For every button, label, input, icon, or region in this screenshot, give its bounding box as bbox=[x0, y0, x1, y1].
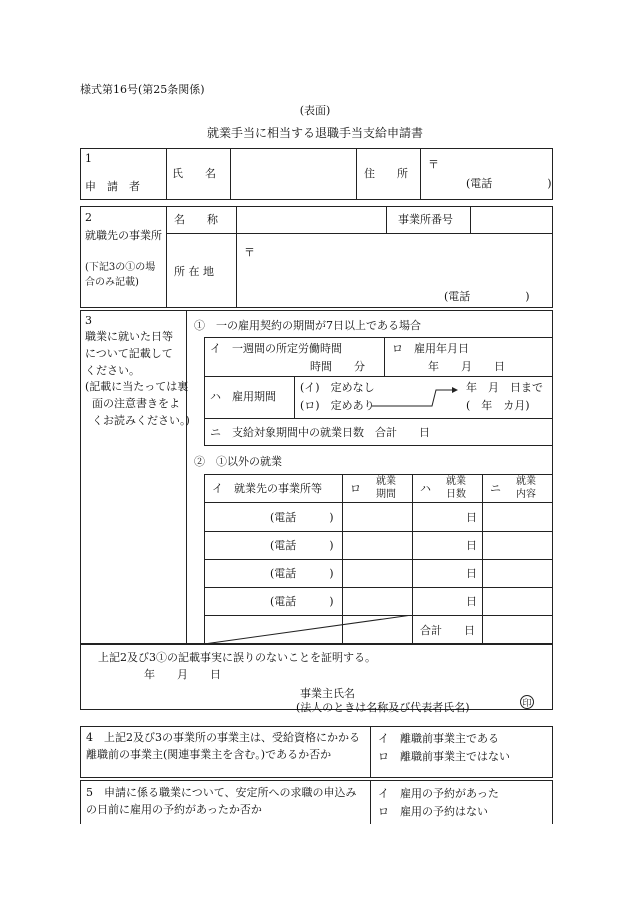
days-total[interactable]: 合計 日 bbox=[420, 624, 475, 637]
row-2-phone[interactable]: (電話 ) bbox=[270, 539, 334, 552]
hire-date-units[interactable]: 年 月 日 bbox=[428, 360, 505, 373]
employer-name-note: (法人のときは名称及び代表者氏名) bbox=[296, 701, 470, 714]
section-4-option-no[interactable]: ロ 離職前事業主ではない bbox=[378, 750, 510, 763]
col-workplace: イ 就業先の事業所等 bbox=[212, 482, 322, 495]
company-address-field[interactable] bbox=[238, 236, 551, 284]
col-period: 就業期間 bbox=[376, 476, 396, 500]
section-5-option-yes[interactable]: イ 雇用の予約があった bbox=[378, 787, 499, 800]
section-5-number: 5 bbox=[86, 786, 93, 799]
section-3-note: (記載に当たっては裏面の注意書きをよくお読みください。) bbox=[85, 380, 190, 428]
applicant-phone: (電話 ) bbox=[466, 177, 552, 190]
applicant-name-field[interactable] bbox=[232, 150, 354, 198]
empty-cell-diagonal bbox=[204, 615, 412, 644]
address-label: 住 所 bbox=[364, 167, 408, 180]
row-1-phone[interactable]: (電話 ) bbox=[270, 511, 334, 524]
employer-note: (下記3の①の場合のみ記載) bbox=[85, 262, 156, 288]
section-5-option-no[interactable]: ロ 雇用の予約はない bbox=[378, 805, 488, 818]
section-5-question: 申請に係る職業について、安定所への求職の申込みの日前に雇用の予約があったか否か bbox=[86, 786, 357, 817]
section-4-number: 4 bbox=[86, 731, 93, 744]
section-5-question-block bbox=[86, 784, 366, 818]
name-label: 氏 名 bbox=[172, 167, 216, 180]
col-days: 就業日数 bbox=[446, 476, 466, 500]
certification-text: 上記2及び3①の記載事実に誤りのないことを証明する。 bbox=[98, 651, 376, 664]
page-title: 就業手当に相当する退職手当支給申請書 bbox=[206, 126, 423, 140]
col-content-mark: ニ bbox=[490, 482, 501, 495]
company-name-field[interactable] bbox=[238, 208, 384, 231]
section-1-number: 1 bbox=[85, 152, 92, 165]
period-months[interactable]: ( 年 カ月) bbox=[466, 399, 530, 412]
period-arrow-icon bbox=[372, 384, 462, 410]
employer-label: 就職先の事業所 bbox=[85, 229, 162, 242]
form-side: (表面) bbox=[299, 104, 331, 117]
section-3-number: 3 bbox=[85, 314, 92, 327]
employer-name-label: 事業主氏名 bbox=[300, 687, 355, 700]
working-days-total[interactable]: ニ 支給対象期間中の就業日数 合計 日 bbox=[210, 426, 430, 439]
hire-date-label: ロ 雇用年月日 bbox=[392, 342, 469, 355]
certification-date[interactable]: 年 月 日 bbox=[144, 668, 221, 681]
row-1-days[interactable]: 日 bbox=[466, 511, 477, 524]
row-4-phone[interactable]: (電話 ) bbox=[270, 595, 334, 608]
period-option-none[interactable]: (イ) 定めなし bbox=[300, 381, 375, 394]
row-4-days[interactable]: 日 bbox=[466, 595, 477, 608]
weekly-hours-units[interactable]: 時間 分 bbox=[310, 360, 365, 373]
period-until[interactable]: 年 月 日まで bbox=[466, 381, 543, 394]
weekly-hours-label: イ 一週間の所定労働時間 bbox=[210, 342, 342, 355]
row-3-days[interactable]: 日 bbox=[466, 567, 477, 580]
form-number: 様式第16号(第25条関係) bbox=[80, 83, 205, 96]
office-number-label: 事業所番号 bbox=[398, 213, 453, 226]
case-2-heading: ② ①以外の就業 bbox=[194, 455, 282, 468]
section-4-question-block bbox=[86, 729, 366, 763]
company-postal-mark: 〒 bbox=[244, 246, 255, 259]
company-phone: (電話 ) bbox=[444, 290, 530, 303]
section-2-number: 2 bbox=[85, 211, 92, 224]
row-3-phone[interactable]: (電話 ) bbox=[270, 567, 334, 580]
section-3-label: 職業に就いた日等について記載してください。 bbox=[85, 330, 173, 378]
company-address-label: 所 在 地 bbox=[174, 265, 214, 278]
section-4-option-yes[interactable]: イ 離職前事業主である bbox=[378, 732, 499, 745]
col-content: 就業内容 bbox=[516, 476, 536, 500]
col-period-mark: ロ bbox=[350, 482, 361, 495]
company-name-label: 名 称 bbox=[174, 213, 218, 226]
period-option-fixed[interactable]: (ロ) 定めあり bbox=[300, 399, 375, 412]
applicant-label: 申 請 者 bbox=[85, 180, 140, 193]
postal-mark: 〒 bbox=[428, 158, 439, 171]
case-1-heading: ① 一の雇用契約の期間が7日以上である場合 bbox=[194, 319, 421, 332]
employment-period-label: ハ 雇用期間 bbox=[210, 390, 276, 403]
row-2-days[interactable]: 日 bbox=[466, 539, 477, 552]
seal-icon: 印 bbox=[520, 695, 534, 709]
applicant-address-field[interactable] bbox=[440, 150, 550, 174]
col-days-mark: ハ bbox=[420, 482, 431, 495]
section-4-question: 上記2及び3の事業所の事業主は、受給資格にかかる離職前の事業主(関連事業主を含む。)であるか否か bbox=[86, 731, 360, 762]
office-number-field[interactable] bbox=[472, 208, 551, 231]
